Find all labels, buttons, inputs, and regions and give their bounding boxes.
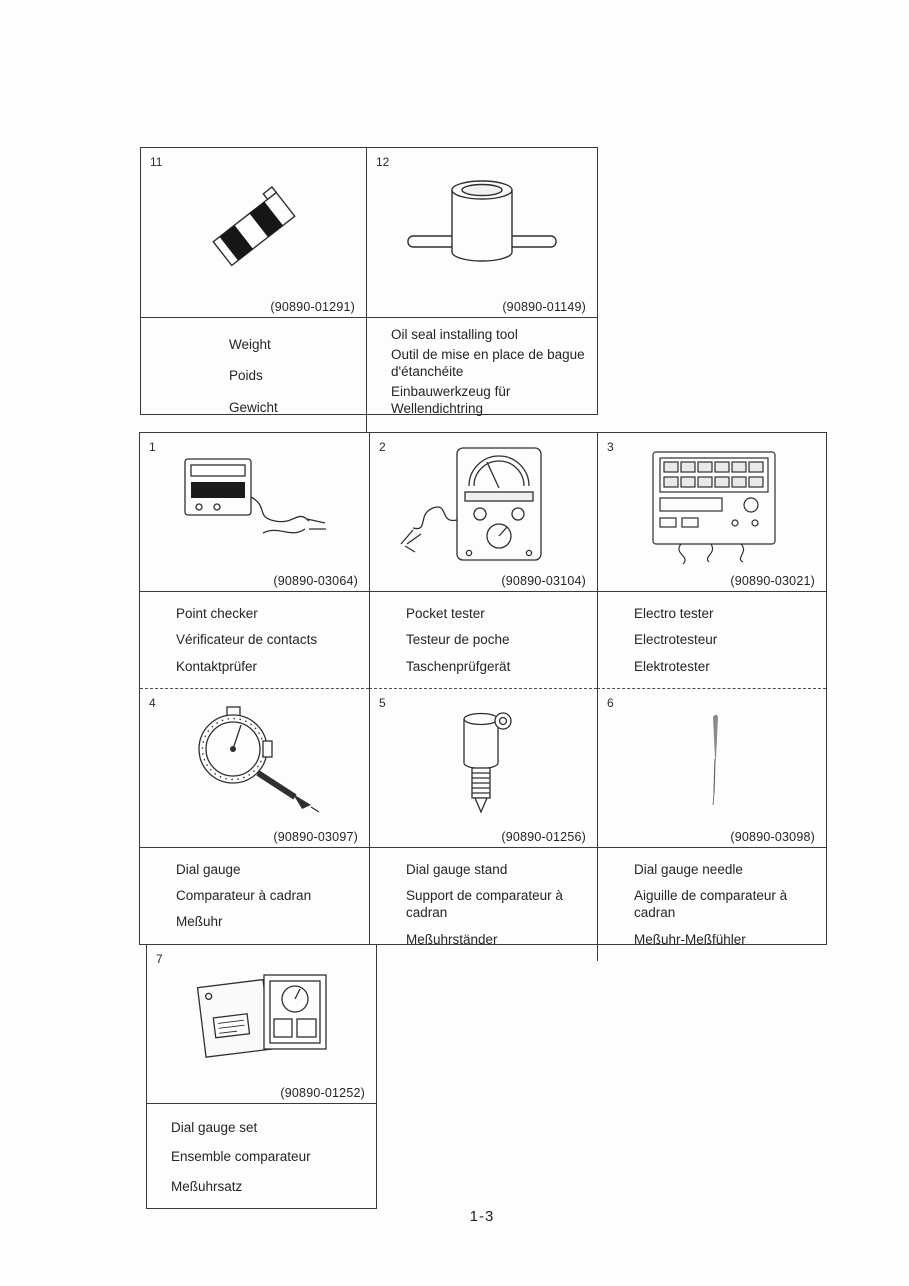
tool-name-fr: Testeur de poche [406, 632, 510, 648]
page-number: 1-3 [469, 1208, 495, 1225]
electro-tester-image [615, 444, 810, 569]
tool-image-area [147, 945, 376, 1104]
tool-image-area [598, 433, 826, 592]
tool-name-de: Meßuhrsatz [171, 1178, 243, 1194]
tool-image-area [141, 148, 366, 318]
tool-name-de: Gewicht [229, 399, 278, 415]
part-number: (90890-03097) [273, 829, 358, 844]
tool-name-fr: Electrotesteur [634, 632, 718, 648]
tool-cell-electro-tester [597, 433, 826, 688]
tool-name-fr: Support de comparateur à cadran [406, 888, 563, 921]
tool-name-en: Dial gauge stand [406, 861, 508, 877]
tool-name-de: Einbauwerkzeug für Wellendichtring [391, 384, 511, 416]
tool-names [140, 592, 369, 688]
tool-image-area [367, 148, 597, 318]
part-number: (90890-01149) [502, 300, 586, 314]
item-number: 2 [379, 440, 386, 454]
tool-cell-dial-gauge [140, 688, 369, 961]
item-number: 1 [149, 440, 156, 454]
dial-gauge-stand-image [399, 697, 569, 827]
tool-name-fr: Poids [229, 368, 263, 384]
tool-name-de: Elektrotester [634, 658, 710, 674]
point-checker-image [157, 447, 352, 565]
tool-name-de: Meßuhr [176, 914, 223, 930]
tool-names [141, 318, 366, 434]
tool-names [370, 848, 597, 961]
tool-name-fr: Outil de mise en place de bague d'étanchéite [391, 347, 585, 379]
tool-name-de: Meßuhrständer [406, 931, 498, 947]
tool-name-en: Dial gauge set [171, 1120, 258, 1135]
tool-name-en: Weight [229, 337, 271, 352]
special-tools-table-top [140, 147, 598, 415]
tool-image-area [370, 433, 597, 592]
tool-name-en: Dial gauge needle [634, 861, 743, 877]
tool-names [147, 1104, 376, 1211]
tool-name-en: Oil seal installing tool [391, 327, 518, 342]
tool-name-fr: Vérificateur de contacts [176, 632, 318, 648]
tool-name-de: Kontaktprüfer [176, 658, 258, 674]
weight-tool-image [179, 167, 329, 287]
tool-image-area [370, 689, 597, 848]
special-tools-table-main [139, 432, 827, 945]
tool-name-en: Point checker [176, 606, 258, 621]
tool-image-area [140, 689, 369, 848]
tool-name-fr: Comparateur à cadran [176, 888, 312, 904]
tool-name-fr: Ensemble comparateur [171, 1149, 311, 1165]
oil-seal-installing-tool-image [382, 164, 582, 289]
tool-cell-weight [141, 148, 366, 434]
tool-image-area [140, 433, 369, 592]
tool-cell-dial-gauge-stand [369, 688, 597, 961]
tool-name-en: Pocket tester [406, 606, 485, 621]
item-number: 4 [149, 695, 156, 710]
tool-cell-point-checker [140, 433, 369, 688]
part-number: (90890-03104) [501, 574, 586, 588]
tool-names [370, 592, 597, 688]
part-number: (90890-01291) [270, 300, 355, 314]
tool-name-en: Electro tester [634, 606, 714, 621]
tool-names [367, 318, 597, 434]
tool-cell-oil-seal-installing-tool [366, 148, 597, 434]
dial-gauge-needle-image [627, 703, 797, 821]
part-number: (90890-03098) [730, 829, 815, 844]
tool-name-fr: Aiguille de comparateur à cadran [634, 888, 788, 921]
item-number: 5 [379, 695, 386, 710]
part-number: (90890-03064) [273, 574, 358, 588]
special-tools-table-bottom [146, 944, 377, 1209]
item-number: 11 [150, 155, 163, 169]
tool-names [598, 592, 826, 688]
part-number: (90890-01256) [501, 829, 586, 844]
dial-gauge-set-image [164, 963, 359, 1073]
item-number: 7 [156, 952, 163, 966]
pocket-tester-image [391, 440, 576, 572]
dial-gauge-image [165, 701, 345, 823]
item-number: 12 [376, 155, 390, 169]
tool-names [598, 848, 826, 961]
part-number: (90890-01252) [280, 1086, 365, 1100]
tool-cell-dial-gauge-needle [597, 688, 826, 961]
item-number: 3 [607, 440, 614, 454]
tool-image-area [598, 689, 826, 848]
tool-name-de: Taschenprüfgerät [406, 658, 511, 674]
item-number: 6 [607, 695, 614, 710]
tool-name-en: Dial gauge [176, 861, 241, 877]
part-number: (90890-03021) [730, 574, 815, 588]
tool-cell-pocket-tester [369, 433, 597, 688]
tool-name-de: Meßuhr-Meßfühler [634, 931, 746, 947]
tool-cell-dial-gauge-set [147, 945, 376, 1211]
